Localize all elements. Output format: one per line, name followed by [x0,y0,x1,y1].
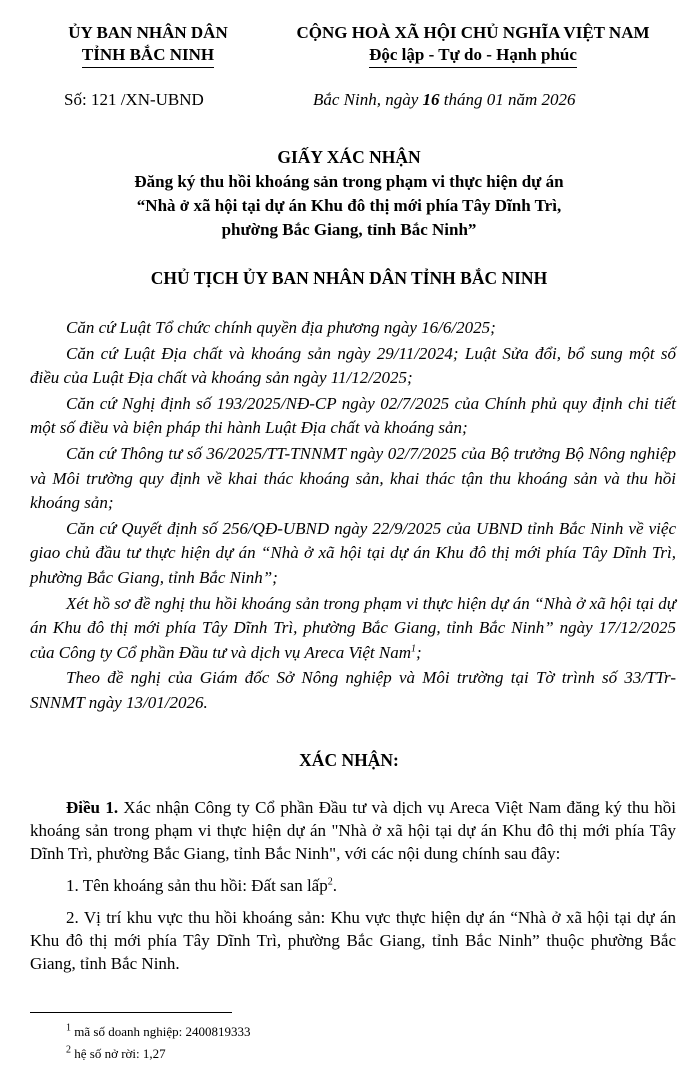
document-number: Số: 121 /XN-UBND [64,90,204,109]
footnote-ref: 2 [327,876,333,888]
agency-name: ỦY BAN NHÂN DÂN [68,23,228,42]
national-motto: Độc lập - Tự do - Hạnh phúc [369,44,577,68]
document-title: GIẤY XÁC NHẬN [277,147,421,167]
footnote-1: $^1$ mã số doanh nghiệp: 2400819333 [66,1022,251,1039]
authority-heading: CHỦ TỊCH ỦY BAN NHÂN DÂN TỈNH BẮC NINH [150,268,548,288]
issue-day: 16 [422,90,440,109]
legal-basis-review: Xét hồ sơ đề nghị thu hồi khoáng sản trong phạm vi thực hiện dự án “Nhà ở xã hội tại dự án Khu đô thị mới phía Tây Dĩnh Trì, phường Bắc Giang, tỉnh Bắc Ninh” ngày 17/12/2025 của Công ty Cổ phần Đầu tư và dịch vụ Areca Việt Nam$^1$; [30,593,676,662]
agency-province: TỈNH BẮC NINH [82,44,214,68]
legal-basis-section [30,316,676,717]
footnote-2: $^2$ hệ số nở rời: 1,27 [66,1044,166,1061]
decision-body [30,796,676,984]
legal-basis-proposal: Theo đề nghị của Giám đốc Sở Nông nghiệp và Môi trường tại Tờ trình số 33/TTr-SNNMT ngày 13/01/2026. [30,668,676,712]
footnote-divider [30,1012,232,1013]
nation-name: CỘNG HOÀ XÃ HỘI CHỦ NGHĨA VIỆT NAM [296,23,650,42]
legal-basis-item: Căn cứ Thông tư số 36/2025/TT-TNNMT ngày 02/7/2025 của Bộ trưởng Bộ Nông nghiệp và Môi trường quy định về khai thác khoáng sản, khai thác tận thu khoáng sản và thu hồi khoáng sản; [30,443,676,513]
article-label: Điều 1. [66,798,119,817]
legal-basis-item: Căn cứ Quyết định số 256/QĐ-UBND ngày 22/9/2025 của UBND tỉnh Bắc Ninh về việc giao chủ đầu tư thực hiện dự án “Nhà ở xã hội tại dự án Khu đô thị mới phía Tây Dĩnh Trì, phường Bắc Giang, tỉnh Bắc Ninh”; [30,518,676,587]
issuing-agency [38,22,258,68]
article-1: Điều 1. Xác nhận Công ty Cổ phần Đầu tư và dịch vụ Areca Việt Nam đăng ký thu hồi khoáng sản trong phạm vi thực hiện dự án "Nhà ở xã hội tại dự án Khu đô thị mới phía Tây Dĩnh Trì, phường Bắc Giang, tỉnh Bắc Ninh", với các nội dung chính sau đây: [30,798,677,863]
confirm-heading: XÁC NHẬN: [299,750,399,770]
legal-basis-item: Căn cứ Luật Tổ chức chính quyền địa phương ngày 16/6/2025; [66,318,496,337]
legal-basis-item: Căn cứ Nghị định số 193/2025/NĐ-CP ngày 02/7/2025 của Chính phủ quy định chi tiết một số điều và biện pháp thi hành Luật Địa chất và khoáng sản; [30,393,676,438]
article-1-item-2: 2. Vị trí khu vực thu hồi khoáng sản: Khu vực thực hiện dự án “Nhà ở xã hội tại dự án Khu đô thị mới phía Tây Dĩnh Trì, phường Bắc Giang, tỉnh Bắc Ninh” thuộc phường Bắc Giang, tỉnh Bắc Ninh. [30,908,676,973]
footnote-ref: 1 [411,643,417,655]
issue-date: Bắc Ninh, ngày 16 tháng 01 năm 2026 [313,90,576,109]
national-header [268,22,678,68]
document-subtitle: Đăng ký thu hồi khoáng sản trong phạm vi thực hiện dự án “Nhà ở xã hội tại dự án Khu đô thị mới phía Tây Dĩnh Trì, phường Bắc Giang, tỉnh Bắc Ninh” [134,172,564,239]
article-1-item-1: 1. Tên khoáng sản thu hồi: Đất san lấp$^2$. [66,876,337,895]
legal-basis-item: Căn cứ Luật Địa chất và khoáng sản ngày 29/11/2024; Luật Sửa đổi, bổ sung một số điều của Luật Địa chất và khoáng sản ngày 11/12/2025; [30,343,676,388]
document-number-value: 121 [90,90,117,109]
